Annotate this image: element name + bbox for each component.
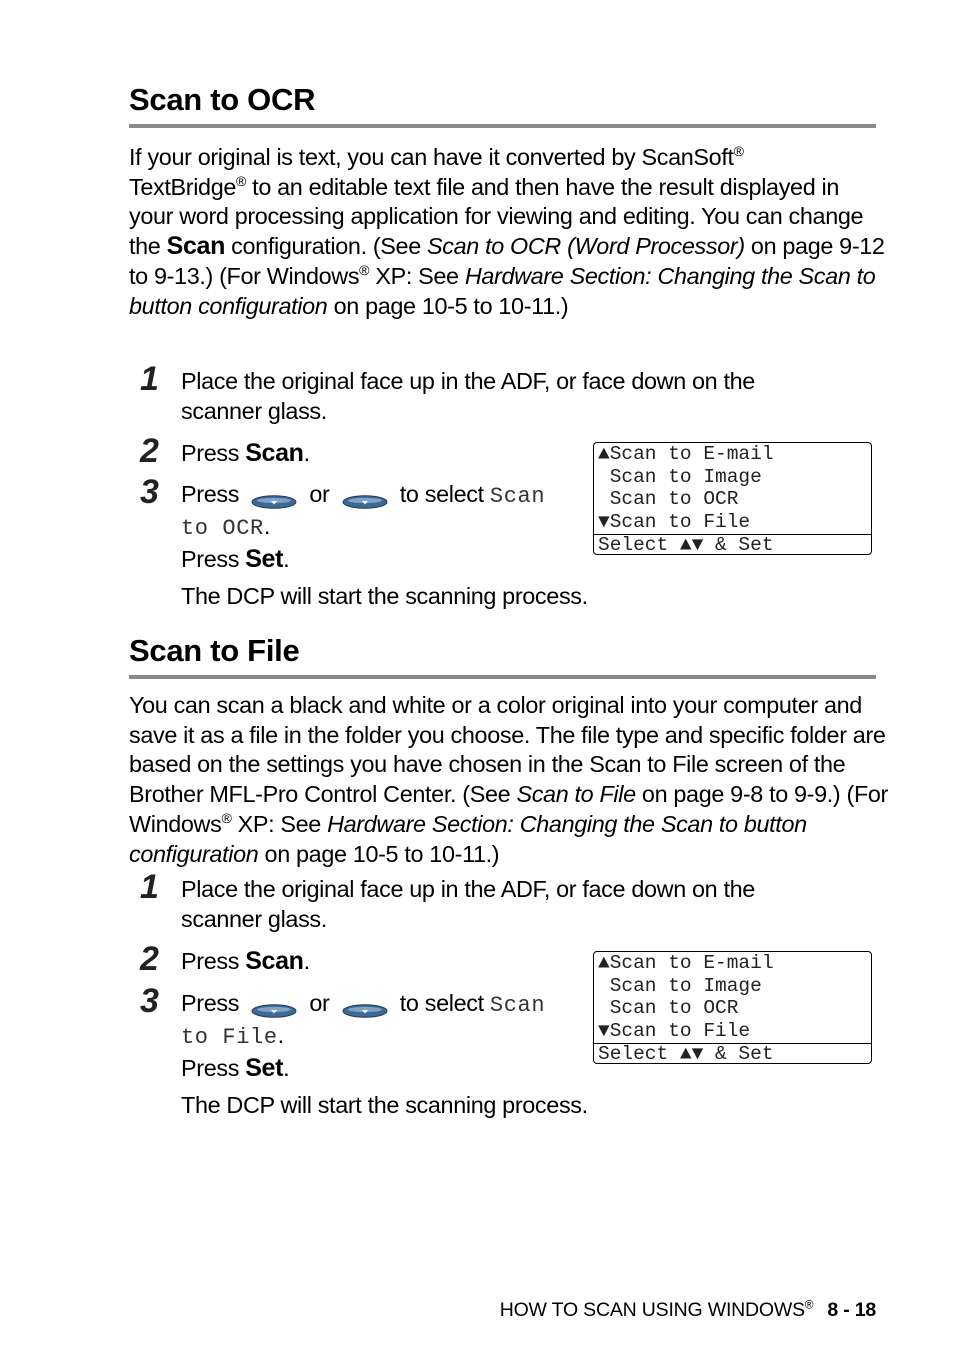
menu-option-text: Scan to OCR xyxy=(181,484,546,541)
page-number: 8 - 18 xyxy=(827,1299,876,1321)
scan-key-label: Scan xyxy=(245,947,304,975)
section-title-scan-to-file: Scan to File xyxy=(129,633,300,668)
lcd-line: ▼Scan to File xyxy=(598,511,751,534)
step-text: Place the original face up in the ADF, or face down on the scanner glass. xyxy=(181,876,755,932)
page-footer: HOW TO SCAN USING WINDOWS® 8 - 18 xyxy=(499,1298,876,1321)
menu-option-text: Scan to File xyxy=(181,993,546,1050)
section-rule xyxy=(129,675,876,679)
press-set-text: Press Set. xyxy=(181,1054,290,1082)
nav-left-button-icon xyxy=(251,996,297,1010)
lcd-status-line: Select ▲▼ & Set xyxy=(594,1043,871,1064)
lcd-display xyxy=(593,442,872,555)
cross-reference: Hardware Section: Changing the Scan to button configuration xyxy=(129,262,876,319)
section-rule xyxy=(129,124,876,128)
step-number: 3 xyxy=(140,473,159,511)
cross-reference: Scan to OCR (Word Processor) xyxy=(427,233,745,260)
step-number: 1 xyxy=(140,360,159,398)
section-title-scan-to-ocr: Scan to OCR xyxy=(129,82,316,117)
step-text: Press or to select Scan to File. xyxy=(181,990,546,1050)
step-text: Place the original face up in the ADF, or face down on the scanner glass. xyxy=(181,368,755,424)
nav-right-button-icon xyxy=(342,487,388,501)
result-text: The DCP will start the scanning process. xyxy=(181,583,588,609)
nav-left-button-icon xyxy=(251,487,297,501)
step-number: 2 xyxy=(140,432,159,470)
nav-right-button-icon xyxy=(342,996,388,1010)
step-text: Press or to select Scan to OCR. xyxy=(181,481,546,541)
step-number: 3 xyxy=(140,982,159,1020)
lcd-line: Scan to OCR xyxy=(598,488,739,511)
intro-paragraph-file: You can scan a black and white or a color original into your computer and save it as a file in the folder you choose. The file type and specific folder are based on the settings you have chosen in the Scan to File screen of the Brother MFL-Pro Control Center. (See Scan to File on page 9-8 to 9-9.) (For Windows® XP: See Hardware Section: Changing the Scan to button configuration on page 10-5 to 10-11.) xyxy=(129,692,888,867)
cross-reference: Hardware Section: Changing the Scan to button configuration xyxy=(129,810,807,867)
cross-reference: Scan to File xyxy=(516,781,636,808)
lcd-line: Scan to Image xyxy=(598,465,762,488)
lcd-line: Scan to OCR xyxy=(598,997,739,1020)
step-number: 1 xyxy=(140,868,159,906)
lcd-line: Scan to Image xyxy=(598,974,762,997)
lcd-display xyxy=(593,951,872,1064)
lcd-line: ▲Scan to E-mail xyxy=(598,952,774,974)
set-key-label: Set xyxy=(245,1054,284,1082)
step-text: Press Scan. xyxy=(181,947,310,975)
step-text: Press Scan. xyxy=(181,439,310,467)
step-number: 2 xyxy=(140,940,159,978)
intro-paragraph-ocr: If your original is text, you can have it converted by ScanSoft® TextBridge® to an editable text file and then have the result displayed in your word processing application for viewing and editing. You can change the Scan configuration. (See Scan to OCR (Word Processor) on page 9-12 to 9-13.) (For Windows® XP: See Hardware Section: Changing the Scan to button configuration on page 10-5 to 10-11.) xyxy=(129,143,885,319)
result-text: The DCP will start the scanning process. xyxy=(181,1092,588,1118)
lcd-status-line: Select ▲▼ & Set xyxy=(594,534,871,555)
scan-keyword: Scan xyxy=(166,232,226,261)
footer-chapter-title: HOW TO SCAN USING WINDOWS xyxy=(499,1299,805,1321)
scan-key-label: Scan xyxy=(245,439,304,467)
lcd-line: ▼Scan to File xyxy=(598,1020,751,1043)
press-set-text: Press Set. xyxy=(181,545,290,573)
lcd-line: ▲Scan to E-mail xyxy=(598,443,774,465)
set-key-label: Set xyxy=(245,545,284,573)
